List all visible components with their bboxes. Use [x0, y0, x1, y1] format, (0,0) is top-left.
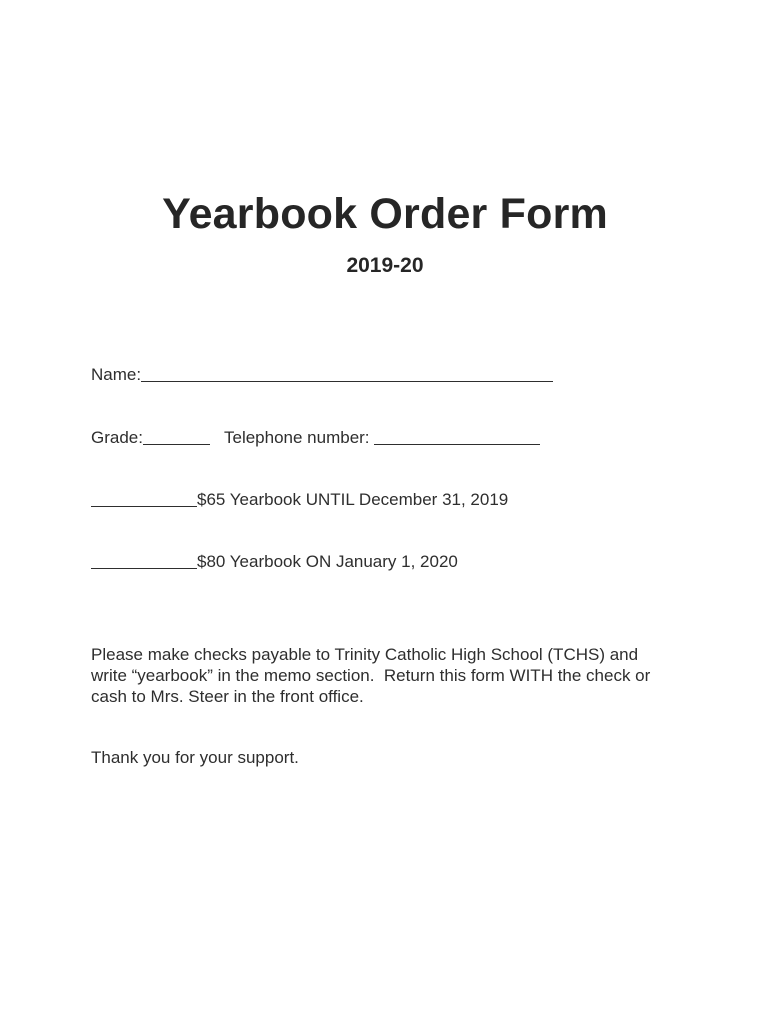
option-65-blank[interactable] — [91, 488, 197, 507]
telephone-label: Telephone number: — [223, 428, 375, 447]
form-title: Yearbook Order Form — [162, 190, 608, 238]
grade-telephone-row — [91, 426, 540, 448]
option-80-blank[interactable] — [91, 550, 197, 569]
grade-field[interactable] — [143, 426, 210, 445]
option-65-label: $65 Yearbook UNTIL December 31, 2019 — [197, 490, 509, 509]
option-80-label: $80 Yearbook ON January 1, 2020 — [197, 552, 458, 571]
closing-text: Thank you for your support. — [91, 748, 299, 767]
telephone-field[interactable] — [374, 426, 540, 445]
grade-label: Grade: — [91, 428, 143, 447]
name-label: Name: — [91, 365, 142, 384]
school-year: 2019-20 — [346, 254, 424, 277]
instruction-line: Please make checks payable to Trinity Catholic High School (TCHS) and — [91, 645, 639, 664]
name-row — [91, 363, 553, 385]
instruction-line: cash to Mrs. Steer in the front office. — [91, 687, 364, 706]
option-row-80 — [91, 550, 458, 572]
option-row-65 — [91, 488, 508, 510]
name-field[interactable] — [141, 363, 553, 382]
instruction-line: write “yearbook” in the memo section. Return this form WITH the check or — [91, 666, 651, 685]
payment-instructions — [91, 644, 691, 707]
